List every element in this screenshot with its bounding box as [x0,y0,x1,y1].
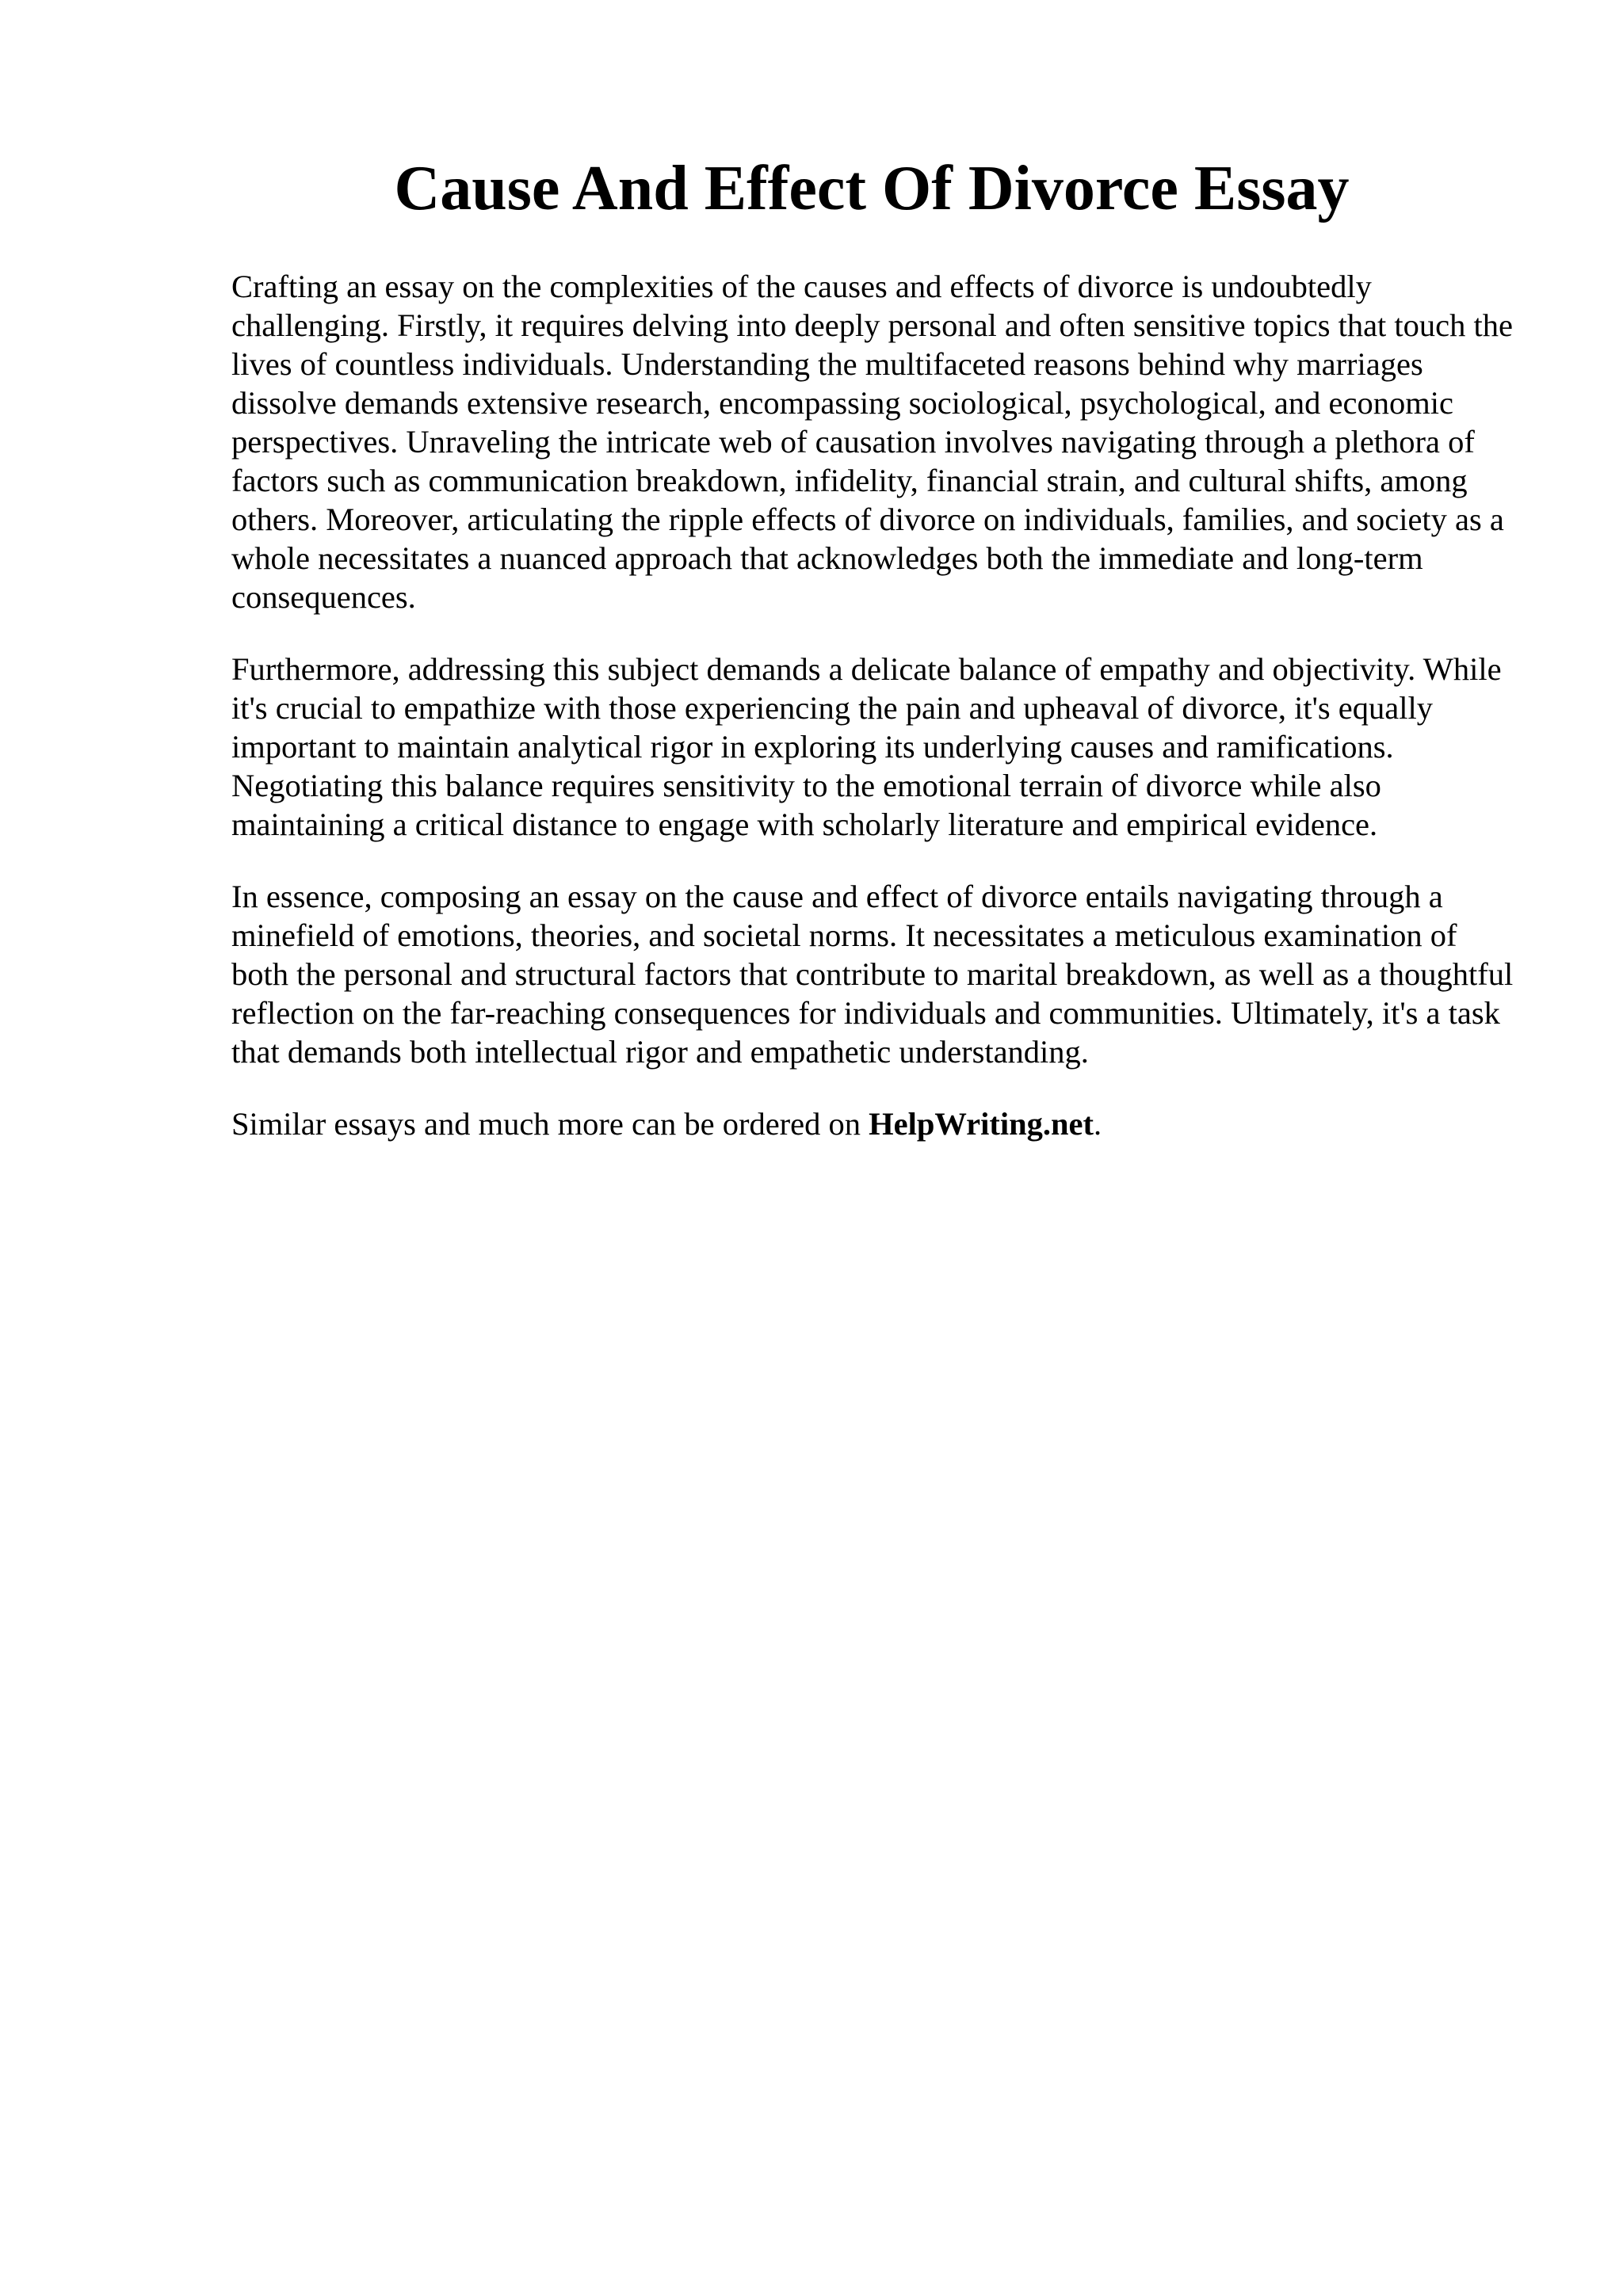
paragraph-1: Crafting an essay on the complexities of the causes and effects of divorce is undoubtedly challenging. Firstly, it requires delving into deeply personal and often sensitive topics that touch the lives of countless individuals. Understanding the multifaceted reasons behind why marriages dissolve demands extensive research, encompassing sociological, psychological, and economic perspectives. Unraveling the intricate web of causation involves navigating through a plethora of factors such as communication breakdown, infidelity, financial strain, and cultural shifts, among others. Moreover, articulating the ripple effects of divorce on individuals, families, and society as a whole necessitates a nuanced approach that acknowledges both the immediate and long-term consequences. [231,269,1514,615]
essay-body [231,267,1515,1177]
footer-line [231,1104,1515,1143]
paragraph-2: Furthermore, addressing this subject demands a delicate balance of empathy and objectivity. While it's crucial to empathize with those experiencing the pain and upheaval of divorce, it's equally important to maintain analytical rigor in exploring its underlying causes and ramifications. Negotiating this balance requires sensitivity to the emotional terrain of divorce while also maintaining a critical distance to engage with scholarly literature and empirical evidence. [231,651,1502,842]
paragraph-3: In essence, composing an essay on the cause and effect of divorce entails navigating through a minefield of emotions, theories, and societal norms. It necessitates a meticulous examination of both the personal and structural factors that contribute to marital breakdown, as well as a thoughtful reflection on the far-reaching consequences for individuals and communities. Ultimately, it's a task that demands both intellectual rigor and empathetic understanding. [231,879,1514,1070]
helpwriting-link[interactable]: HelpWriting.net [869,1106,1094,1142]
page-title: Cause And Effect Of Divorce Essay [394,154,1350,223]
footer-suffix: . [1094,1106,1102,1142]
footer-prefix: Similar essays and much more can be ordered on [231,1106,869,1142]
